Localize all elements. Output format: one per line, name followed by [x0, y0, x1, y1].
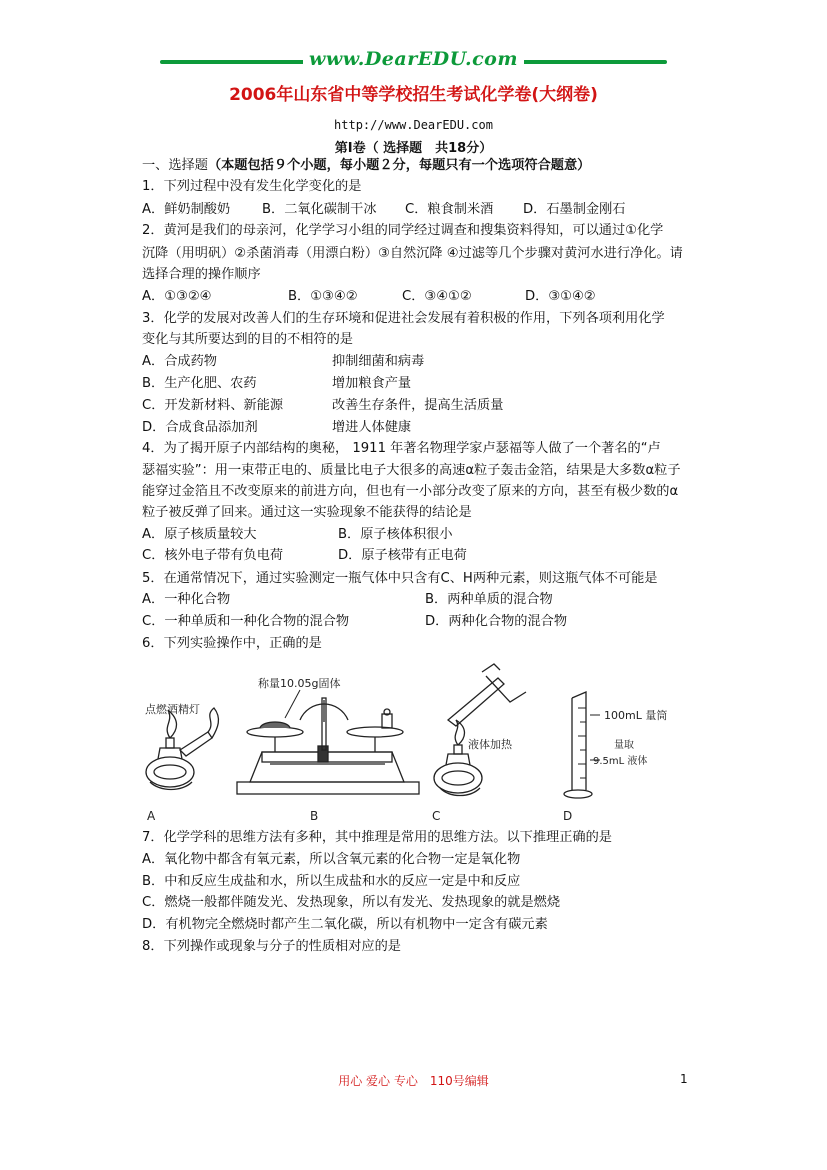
fig-b-label: B: [310, 809, 319, 823]
fig-a-caption: 点燃酒精灯: [145, 703, 200, 716]
q6-stem: 6．下列实验操作中，正确的是: [142, 636, 322, 651]
fig-d-caption-cylinder: 100mL 量筒: [604, 709, 668, 722]
q2-option-d: D．③①④②: [525, 289, 596, 304]
q4-stem-line2: 瑟福实验”：用一束带正电的、质量比电子大很多的高速α粒子轰击金箔，结果是大多数α粒子: [142, 463, 681, 478]
q1-option-c: C．粮食制米酒: [405, 202, 494, 217]
q3-stem-line1: 3．化学的发展对改善人们的生存环境和促进社会发展有着积极的作用，下列各项利用化学: [142, 311, 665, 326]
fig-d-caption-measure: 量取: [614, 740, 634, 751]
fig-b-caption: 称量10.05g固体: [258, 677, 341, 690]
q4-option-d: D．原子核带有正电荷: [338, 548, 467, 563]
q1-stem: 1．下列过程中没有发生化学变化的是: [142, 179, 362, 194]
q3-option-c-purpose: 改善生存条件，提高生活质量: [332, 398, 504, 413]
q5-option-c: C．一种单质和一种化合物的混合物: [142, 614, 350, 629]
q3-option-a: A．合成药物: [142, 354, 217, 369]
q8-stem: 8．下列操作或现象与分子的性质相对应的是: [142, 939, 401, 954]
q5-stem: 5．在通常情况下，通过实验测定一瓶气体中只含有C、H两种元素，则这瓶气体不可能是: [142, 571, 658, 586]
q5-option-b: B．两种单质的混合物: [425, 592, 553, 607]
q7-option-b: B．中和反应生成盐和水，所以生成盐和水的反应一定是中和反应: [142, 874, 521, 889]
q4-option-c: C．核外电子带有负电荷: [142, 548, 284, 563]
section-heading-prefix: 一、选择题: [142, 158, 208, 173]
fig-c-caption: 液体加热: [468, 738, 512, 751]
q3-option-b: B．生产化肥、农药: [142, 376, 257, 391]
section-heading-rule: （本题包括９个小题，每小题２分，每题只有一个选项符合题意）: [207, 158, 591, 173]
q4-stem-line3: 能穿过金箔且不改变原来的前进方向，但也有一小部分改变了原来的方向，甚至有极少数的α: [142, 484, 679, 499]
q2-option-b: B．①③④②: [288, 289, 358, 304]
q7-stem: 7．化学学科的思维方法有多种，其中推理是常用的思维方法。以下推理正确的是: [142, 830, 612, 845]
q4-option-a: A．原子核质量较大: [142, 527, 257, 542]
fig-a-label: A: [147, 809, 156, 823]
q6-figure: [0, 660, 827, 830]
q7-option-d: D．有机物完全燃烧时都产生二氧化碳，所以有机物中一定含有碳元素: [142, 917, 548, 932]
volume-heading: 第Ⅰ卷（ 选择题 共18分）: [334, 141, 493, 156]
site-banner: [0, 48, 827, 70]
q2-stem-line3: 选择合理的操作顺序: [142, 267, 261, 282]
q4-stem-line4: 粒子被反弹了回来。通过这一实验现象不能获得的结论是: [142, 505, 472, 520]
fig-d-label: D: [563, 809, 573, 823]
fig-c-label: C: [432, 809, 441, 823]
site-url[interactable]: http://www.DearEDU.com: [334, 118, 493, 132]
fig-d-graduated-cylinder-icon: [564, 692, 667, 798]
q5-option-a: A．一种化合物: [142, 592, 231, 607]
footer-slogan: 用心 爱心 专心 110号编辑: [338, 1074, 489, 1088]
q3-stem-line2: 变化与其所要达到的目的不相符的是: [142, 332, 353, 347]
q2-option-a: A．①③②④: [142, 289, 212, 304]
q3-option-d-purpose: 增进人体健康: [332, 420, 412, 435]
q5-option-d: D．两种化合物的混合物: [425, 614, 568, 629]
q7-option-c: C．燃烧一般都伴随发光、发热现象，所以有发光、发热现象的就是燃烧: [142, 895, 561, 910]
q7-option-a: A．氧化物中都含有氧元素，所以含氧元素的化合物一定是氧化物: [142, 852, 521, 867]
q4-option-b: B．原子核体积很小: [338, 527, 453, 542]
site-name: www.DearEDU.com: [303, 48, 524, 70]
q1-option-b: B．二氧化碳制干冰: [262, 202, 377, 217]
q4-stem-line1: 4．为了揭开原子内部结构的奥秘， 1911 年著名物理学家卢瑟福等人做了一个著名的“卢: [142, 441, 661, 456]
q3-option-b-purpose: 增加粮食产量: [332, 376, 412, 391]
q3-option-d: D．合成食品添加剂: [142, 420, 258, 435]
section-heading: [142, 156, 590, 176]
q2-stem-line1: 2．黄河是我们的母亲河，化学学习小组的同学经过调查和搜集资料得知，可以通过①化学: [142, 223, 664, 238]
q2-stem-line2: 沉降（用明矾）②杀菌消毒（用漂白粉）③自然沉降 ④过滤等几个步骤对黄河水进行净化。请: [142, 246, 683, 261]
q3-option-c: C．开发新材料、新能源: [142, 398, 284, 413]
q3-option-a-purpose: 抑制细菌和病毒: [332, 354, 425, 369]
q1-option-d: D．石墨制金刚石: [523, 202, 626, 217]
fig-a-alcohol-lamps-icon: [145, 702, 218, 790]
page-number: 1: [680, 1072, 688, 1086]
fig-b-balance-icon: [237, 676, 419, 794]
fig-d-caption-volume: 9.5mL 液体: [593, 756, 648, 767]
document-title: 2006年山东省中等学校招生考试化学卷(大纲卷): [229, 85, 598, 105]
q1-option-a: A．鲜奶制酸奶: [142, 202, 231, 217]
q2-option-c: C．③④①②: [402, 289, 472, 304]
fig-c-test-tube-heating-icon: [434, 664, 526, 796]
